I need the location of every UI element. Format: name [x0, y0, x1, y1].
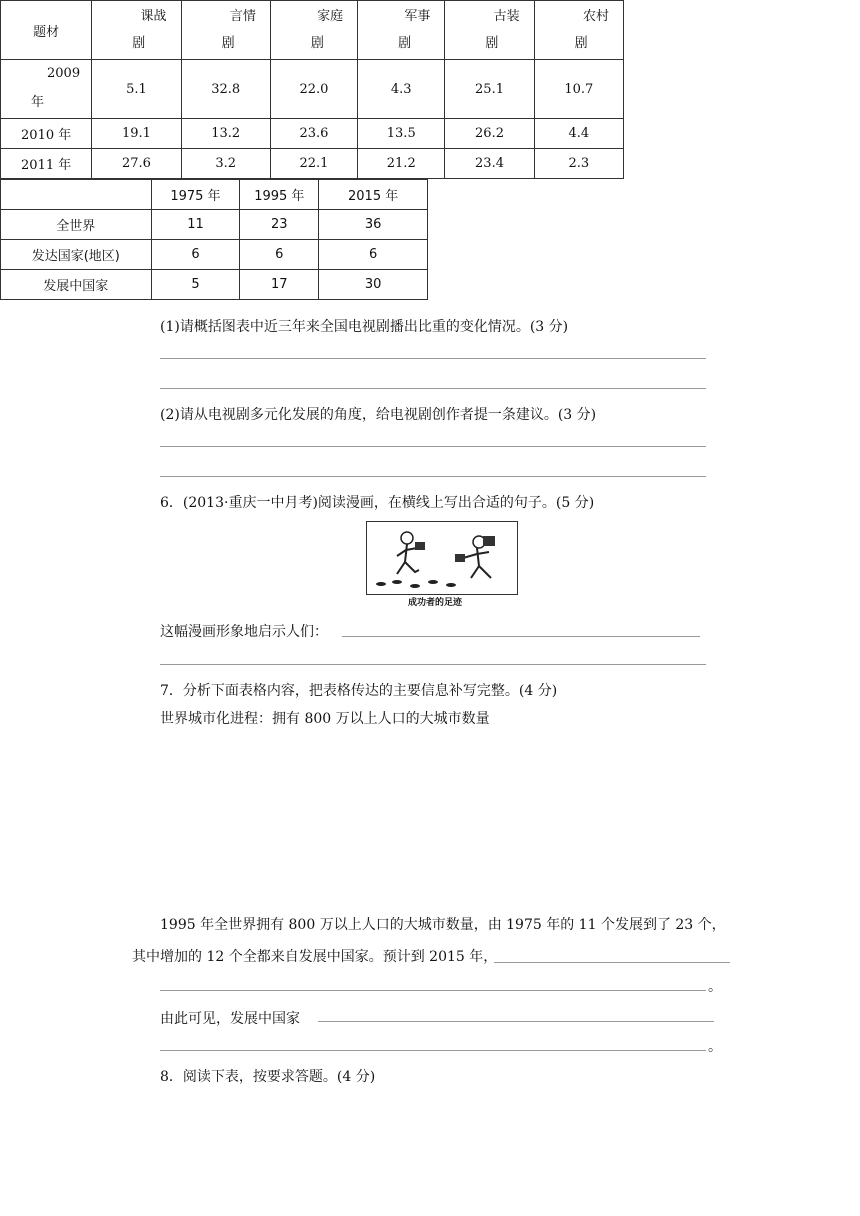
header-cell [270, 1, 357, 60]
value-cell: 32.8 [181, 60, 270, 119]
value-cell: 4.4 [534, 119, 623, 149]
header-line1: 言情 [229, 9, 256, 24]
question-1: (1)请概括图表中近三年来全国电视剧播出比重的变化情况。(3 分) [160, 319, 569, 335]
header-cell [1, 180, 152, 210]
paragraph-line2: 其中增加的 12 个全都来自发展中国家。预计到 2015 年， [132, 949, 498, 965]
value-cell: 3.2 [181, 149, 270, 179]
value-cell: 22.1 [270, 149, 357, 179]
answer-line[interactable] [160, 476, 706, 477]
value-cell: 6 [319, 240, 428, 270]
comic-drawing [367, 522, 517, 594]
table-row [1, 270, 428, 300]
question-2: (2)请从电视剧多元化发展的角度，给电视剧创作者提一条建议。(3 分) [160, 407, 597, 423]
value-cell: 25.1 [445, 60, 534, 119]
row-label: 发达国家(地区) [1, 240, 152, 270]
header-cell [92, 1, 181, 60]
header-line2: 剧 [310, 36, 324, 51]
table-row [1, 240, 428, 270]
value-cell: 5.1 [92, 60, 181, 119]
header-label: 题材 [33, 24, 60, 40]
header-line2: 剧 [132, 36, 146, 51]
header-cell: 2015 年 [319, 180, 428, 210]
value-cell: 6 [151, 240, 240, 270]
header-line1: 古装 [493, 9, 520, 24]
answer-line[interactable] [160, 446, 706, 447]
tv-drama-table [0, 0, 624, 179]
value-cell: 21.2 [358, 149, 445, 179]
answer-line[interactable] [160, 358, 706, 359]
value-cell: 2.3 [534, 149, 623, 179]
comic-image [366, 521, 518, 595]
value-cell: 23 [240, 210, 319, 240]
answer-line[interactable] [494, 962, 730, 963]
header-line1: 农村 [582, 9, 609, 24]
header-cell: 1975 年 [151, 180, 240, 210]
row-label: 发展中国家 [1, 270, 152, 300]
year-line1: 2009 [47, 66, 81, 81]
header-line1: 军事 [404, 9, 431, 24]
answer-line[interactable] [160, 664, 706, 665]
value-cell: 26.2 [445, 119, 534, 149]
period: 。 [708, 1039, 722, 1055]
value-cell: 30 [319, 270, 428, 300]
period: 。 [708, 979, 722, 995]
header-line2: 剧 [485, 36, 499, 51]
year-cell [1, 60, 92, 119]
q6-prompt: 这幅漫画形象地启示人们： [160, 624, 328, 640]
year-cell: 2010 年 [1, 119, 92, 149]
answer-line[interactable] [160, 990, 706, 991]
table-row [1, 60, 624, 119]
header-cell [358, 1, 445, 60]
header-line1: 家庭 [317, 9, 344, 24]
paragraph-line1: 1995 年全世界拥有 800 万以上人口的大城市数量，由 1975 年的 11 个发展到了 23 个， [160, 917, 726, 933]
answer-line[interactable] [318, 1021, 714, 1022]
value-cell: 27.6 [92, 149, 181, 179]
value-cell: 23.4 [445, 149, 534, 179]
answer-line[interactable] [160, 388, 706, 389]
value-cell: 13.2 [181, 119, 270, 149]
value-cell: 5 [151, 270, 240, 300]
value-cell: 23.6 [270, 119, 357, 149]
table-header-row [1, 180, 428, 210]
header-line1: 课战 [140, 9, 167, 24]
header-cell [181, 1, 270, 60]
table-row [1, 149, 624, 179]
value-cell: 19.1 [92, 119, 181, 149]
city-table [0, 179, 428, 300]
value-cell: 17 [240, 270, 319, 300]
value-cell: 4.3 [358, 60, 445, 119]
value-cell: 6 [240, 240, 319, 270]
table-row [1, 119, 624, 149]
comic-caption: 成功者的足迹 [408, 598, 463, 608]
table-row [1, 210, 428, 240]
paragraph-line3: 由此可见，发展中国家 [160, 1011, 300, 1027]
value-cell: 22.0 [270, 60, 357, 119]
table2-title: 世界城市化进程：拥有 800 万以上人口的大城市数量 [160, 711, 490, 727]
question-8: 8．阅读下表，按要求答题。(4 分) [160, 1069, 376, 1085]
header-cell: 1995 年 [240, 180, 319, 210]
value-cell: 13.5 [358, 119, 445, 149]
header-line2: 剧 [221, 36, 235, 51]
header-line2: 剧 [398, 36, 412, 51]
value-cell: 11 [151, 210, 240, 240]
year-line2: 年 [31, 95, 45, 110]
answer-line[interactable] [160, 1050, 706, 1051]
row-label: 全世界 [1, 210, 152, 240]
question-7: 7．分析下面表格内容，把表格传达的主要信息补写完整。(4 分) [160, 683, 558, 699]
question-6: 6．(2013·重庆一中月考)阅读漫画，在横线上写出合适的句子。(5 分) [160, 495, 595, 511]
answer-line[interactable] [342, 636, 700, 637]
header-cell [445, 1, 534, 60]
value-cell: 10.7 [534, 60, 623, 119]
table-header-row [1, 1, 624, 60]
year-cell: 2011 年 [1, 149, 92, 179]
header-cell [534, 1, 623, 60]
value-cell: 36 [319, 210, 428, 240]
header-line2: 剧 [574, 36, 588, 51]
header-cell-genre [1, 1, 92, 60]
